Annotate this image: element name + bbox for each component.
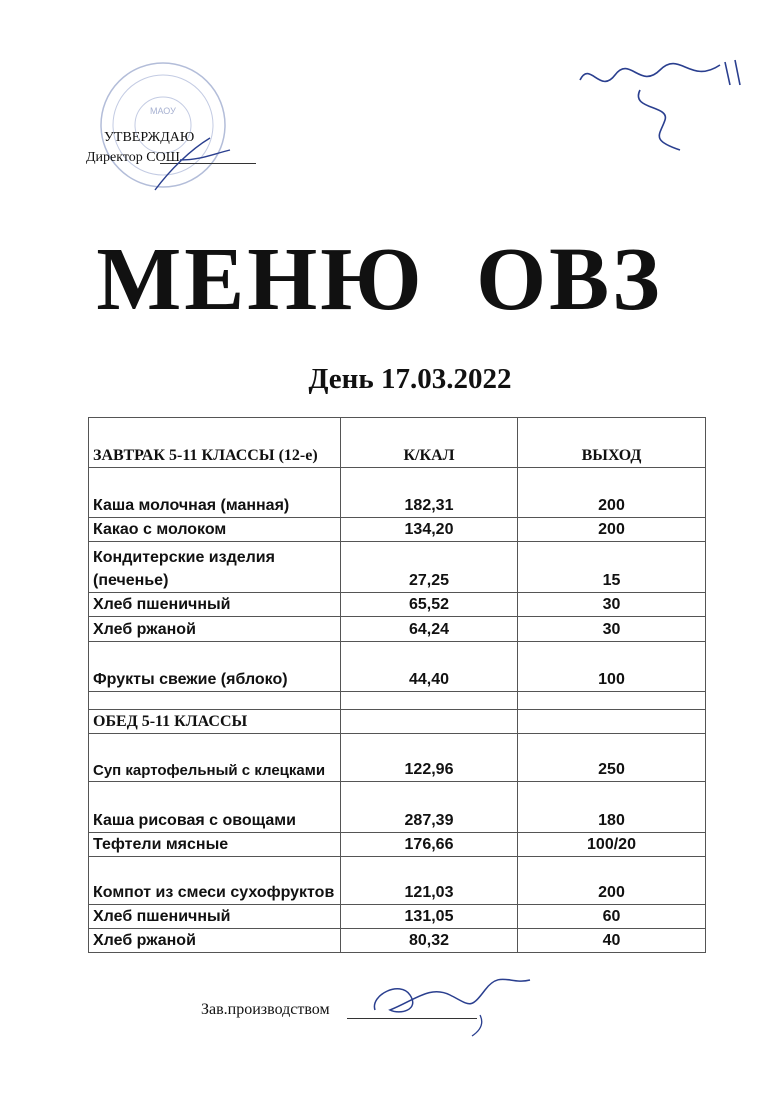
menu-date: День 17.03.2022 <box>308 363 512 395</box>
table-row <box>89 617 706 642</box>
stamp-text: МАОУ <box>150 106 176 116</box>
dish-kcal: 27,25 <box>341 542 518 593</box>
dish-output: 60 <box>518 905 706 929</box>
table-row <box>89 642 706 692</box>
approval-signature <box>150 130 240 200</box>
director-signature <box>570 40 750 160</box>
page-title: МЕНЮ ОВЗ <box>96 230 663 329</box>
dish-name: Фрукты свежие (яблоко) <box>89 642 341 692</box>
dish-name: Хлеб пшеничный <box>89 593 341 617</box>
dish-output: 100/20 <box>518 833 706 857</box>
dish-kcal: 134,20 <box>341 518 518 542</box>
dish-name: Кондитерские изделия (печенье) <box>89 542 341 593</box>
approval-title: УТВЕРЖДАЮ <box>104 130 195 145</box>
dish-output: 100 <box>518 642 706 692</box>
dish-output: 30 <box>518 593 706 617</box>
dish-output: 250 <box>518 734 706 782</box>
dish-kcal: 122,96 <box>341 734 518 782</box>
dish-output: 200 <box>518 468 706 518</box>
dish-name: Хлеб ржаной <box>89 617 341 642</box>
header-meal: ЗАВТРАК 5-11 КЛАССЫ (12-е) <box>89 418 341 468</box>
dish-output: 15 <box>518 542 706 593</box>
dish-output: 200 <box>518 857 706 905</box>
dish-name: Какао с молоком <box>89 518 341 542</box>
table-row <box>89 542 706 593</box>
dish-kcal: 80,32 <box>341 929 518 953</box>
dish-name: Тефтели мясные <box>89 833 341 857</box>
approval-position: Директор СОШ <box>86 150 180 165</box>
table-header-row <box>89 418 706 468</box>
table-row <box>89 929 706 953</box>
dish-kcal: 64,24 <box>341 617 518 642</box>
dish-name: Суп картофельный с клецками <box>89 734 341 782</box>
lunch-header: ОБЕД 5-11 КЛАССЫ <box>89 710 341 734</box>
dish-kcal: 65,52 <box>341 593 518 617</box>
dish-name: Каша рисовая с овощами <box>89 782 341 833</box>
header-output: ВЫХОД <box>518 418 706 468</box>
lunch-header-row <box>89 710 706 734</box>
dish-name: Хлеб ржаной <box>89 929 341 953</box>
table-row <box>89 782 706 833</box>
table-row <box>89 857 706 905</box>
dish-kcal: 287,39 <box>341 782 518 833</box>
table-row <box>89 905 706 929</box>
header-kcal: К/КАЛ <box>341 418 518 468</box>
empty-row <box>89 692 706 710</box>
dish-kcal: 44,40 <box>341 642 518 692</box>
table-row <box>89 468 706 518</box>
table-row <box>89 734 706 782</box>
menu-table <box>88 417 706 953</box>
footer-label: Зав.производством <box>201 1001 330 1018</box>
dish-kcal: 176,66 <box>341 833 518 857</box>
table-row <box>89 833 706 857</box>
dish-kcal: 182,31 <box>341 468 518 518</box>
dish-output: 40 <box>518 929 706 953</box>
dish-kcal: 121,03 <box>341 857 518 905</box>
dish-output: 180 <box>518 782 706 833</box>
dish-name: Компот из смеси сухофруктов <box>89 857 341 905</box>
dish-output: 200 <box>518 518 706 542</box>
footer-signature <box>360 970 540 1040</box>
dish-name: Хлеб пшеничный <box>89 905 341 929</box>
table-row <box>89 593 706 617</box>
dish-output: 30 <box>518 617 706 642</box>
table-row <box>89 518 706 542</box>
dish-name: Каша молочная (манная) <box>89 468 341 518</box>
dish-kcal: 131,05 <box>341 905 518 929</box>
